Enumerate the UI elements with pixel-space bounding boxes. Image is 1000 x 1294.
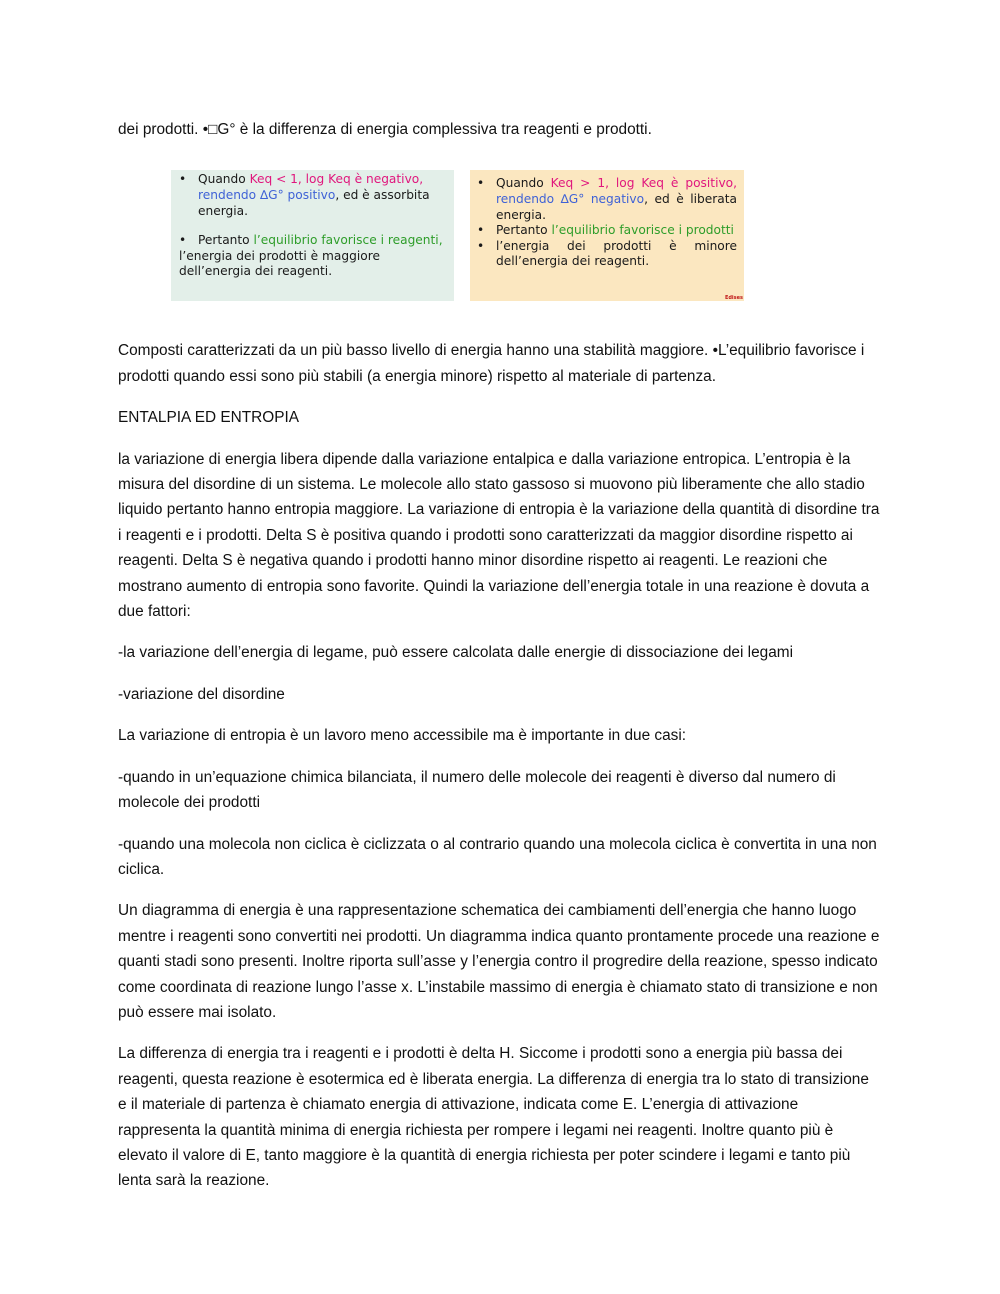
- paragraph-case-cyclic: -quando una molecola non ciclica è ciclizzata o al contrario quando una molecola ciclica è convertita in una non ciclica.: [118, 835, 877, 878]
- paragraph-bond-energy: -la variazione dell’energia di legame, può essere calcolata dalle energie di dissociazione dei legami: [118, 644, 794, 662]
- bullet: •: [179, 172, 187, 187]
- keq-greater-than-one-box: [470, 170, 744, 301]
- document-page: [118, 117, 880, 1194]
- list-item: • Pertanto l’equilibrio favorisce i reagenti,: [179, 233, 443, 248]
- box-conclusion: l’energia dei prodotti è maggiore dell’energia dei reagenti.: [179, 248, 380, 279]
- paragraph-case-molecules: -quando in un’equazione chimica bilanciata, il numero delle molecole dei reagenti è diverso dal numero di molecole dei prodotti: [118, 768, 836, 812]
- list-item: • Quando Keq > 1, log Keq è positivo, rendendo ∆G° negativo, ed è liberata energia.: [477, 176, 737, 222]
- section-heading: ENTALPIA ED ENTROPIA: [118, 409, 300, 427]
- paragraph-stability: Composti caratterizzati da un più basso livello di energia hanno una stabilità maggiore. •L’equilibrio favorisce i prodotti quando essi sono più stabili (a energia minore) rispetto al materiale di partenza.: [118, 342, 865, 385]
- bullet: •: [179, 233, 187, 248]
- paragraph-activation-energy: La differenza di energia tra i reagenti e i prodotti è delta H. Siccome i prodotti sono a energia più bassa dei reagenti, questa reazione è esotermica ed è liberata energia. La differenza di energia tra lo stato di transizione e il materiale di partenza è chiamato energia di attivazione, indicata come E. L’energia di attivazione rappresenta la quantità minima di energia richiesta per rompere i legami nei reagenti. Inoltre quanto più è elevato il valore di E, tanto maggiore è la quantità di energia richiesta per poter scindere i legami e tanto più lenta sarà la reazione.: [118, 1045, 869, 1190]
- publisher-logo: Edises: [724, 295, 743, 302]
- keq-comparison-figure: [118, 158, 880, 316]
- keq-less-than-one-box: [171, 170, 454, 301]
- paragraph-disorder: -variazione del disordine: [118, 685, 285, 703]
- paragraph-entropy-cases: La variazione di entropia è un lavoro meno accessibile ma è importante in due casi:: [118, 727, 687, 745]
- spacer: [179, 219, 446, 233]
- list-item: • Pertanto l’equilibrio favorisce i prodotti: [477, 223, 734, 238]
- bullet: •: [477, 223, 485, 238]
- bullet: •: [477, 176, 485, 191]
- list-item: • l’energia dei prodotti è minore dell’energia dei reagenti.: [477, 238, 737, 269]
- paragraph-energy-diagram: Un diagramma di energia è una rappresentazione schematica dei cambiamenti dell’energia che hanno luogo mentre i reagenti sono convertiti nei prodotti. Un diagramma indica quanto prontamente procede una reazione e quanti stadi sono presenti. Inoltre riporta sull’asse y l’energia contro il progredire della reazione, spesso indicato come coordinata di reazione lungo l’asse x. L’instabile massimo di energia è chiamato stato di transizione e non può essere mai isolato.: [118, 902, 880, 1021]
- paragraph-delta-g: dei prodotti. •□G° è la differenza di energia complessiva tra reagenti e prodotti.: [118, 121, 652, 138]
- bullet: •: [477, 238, 485, 253]
- list-item: • Quando Keq < 1, log Keq è negativo, rendendo ∆G° positivo, ed è assorbita energia.: [179, 172, 430, 218]
- paragraph-entropy: la variazione di energia libera dipende dalla variazione entalpica e dalla variazione entropica. L’entropia è la misura del disordine di un sistema. Le molecole allo stato gassoso si muovono più liberamente che allo stadio liquido pertanto hanno entropia maggiore. La variazione di entropia è la variazione della quantità di disordine tra i reagenti e i prodotti. Delta S è positiva quando i prodotti sono caratterizzati da maggior disordine rispetto ai reagenti. Delta S è negativa quando i prodotti hanno minor disordine rispetto ai reagenti. Le reazioni che mostrano aumento di entropia sono favorite. Quindi la variazione dell’energia totale in una reazione è dovuta a due fattori:: [118, 450, 880, 621]
